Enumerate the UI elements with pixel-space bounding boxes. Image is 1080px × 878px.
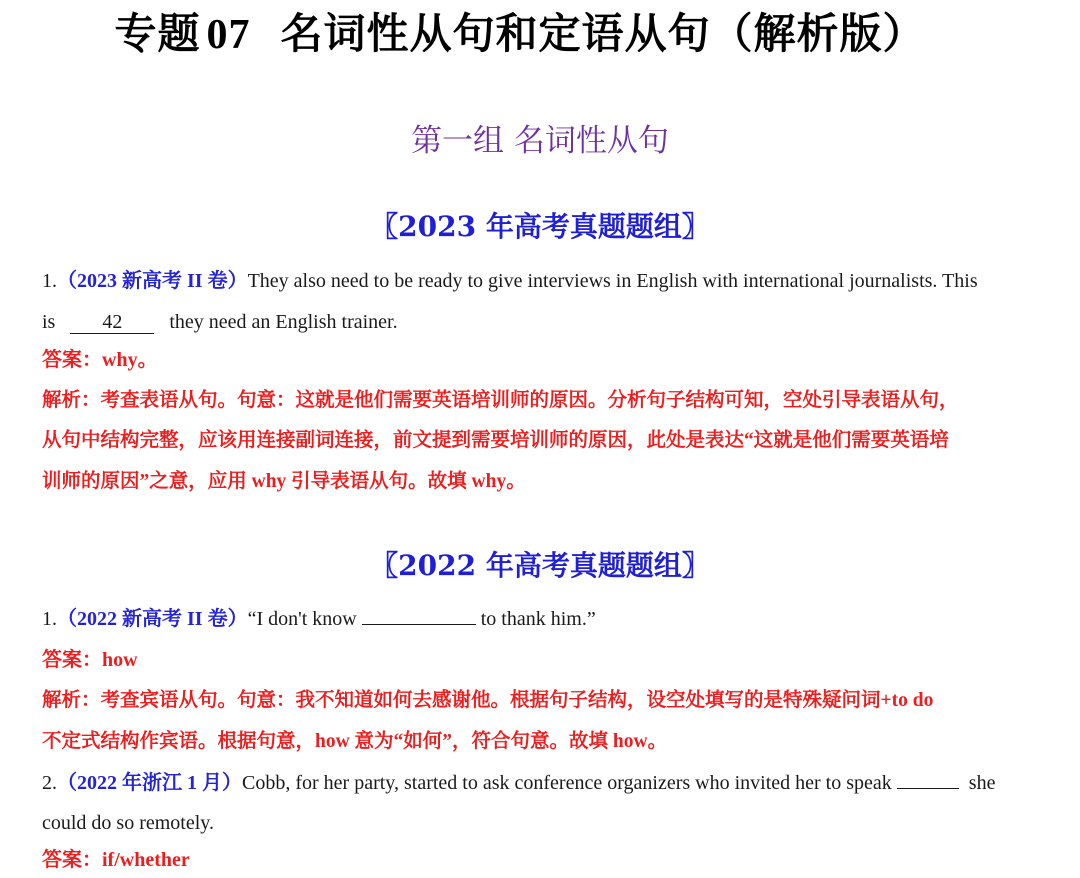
question-source: （2023 新高考 II 卷）: [57, 270, 248, 292]
question-text: they need an English trainer.: [169, 311, 398, 333]
answer-blank: [897, 788, 959, 789]
group-title: 第一组 名词性从句: [411, 123, 669, 159]
document-title: [0, 6, 1040, 63]
question-text: is: [42, 311, 56, 333]
question-text: They also need to be ready to give interviews in English with international journalists. This: [247, 270, 978, 292]
answer-blank: 42: [70, 311, 154, 334]
q2023-1-answer: 答案：why。: [42, 349, 158, 371]
section-title-2023: 〖2023 年高考真题题组〗: [370, 210, 710, 243]
question-text: Cobb, for her party, started to ask conference organizers who invited her to speak: [242, 772, 892, 794]
section-title-2022: 〖2022 年高考真题题组〗: [370, 549, 710, 582]
q2022-1-exp-line1: 解析：考查宾语从句。句意：我不知道如何去感谢他。根据句子结构，设空处填写的是特殊疑问词+to do: [42, 690, 934, 711]
question-number: 1.: [42, 608, 57, 630]
q2023-1-line1: [42, 267, 978, 295]
title-prefix: 专题: [114, 9, 201, 58]
q2022-1-exp-line2: 不定式结构作宾语。根据句意，how 意为“如何”，符合句意。故填 how。: [42, 731, 668, 752]
title-rest: 名词性从句和定语从句（解析版）: [280, 9, 926, 58]
question-source: （2022 年浙江 1 月）: [57, 772, 242, 794]
question-text: she: [968, 772, 996, 794]
q2022-2-answer: 答案：if/whether: [42, 849, 190, 871]
q2023-1-exp-line3: 训师的原因”之意，应用 why 引导表语从句。故填 why。: [42, 471, 526, 492]
question-number: 1.: [42, 270, 57, 292]
title-number: 07: [206, 12, 251, 58]
q2022-2-line1: [42, 769, 995, 797]
q2022-1-line1: [42, 605, 596, 633]
question-number: 2.: [42, 772, 57, 794]
answer-blank: [362, 624, 476, 625]
question-text: “I don't know: [247, 608, 357, 630]
question-source: （2022 新高考 II 卷）: [57, 608, 248, 630]
q2023-1-exp-line1: 解析：考查表语从句。句意：这就是他们需要英语培训师的原因。分析句子结构可知，空处引导表语从句，: [42, 390, 959, 411]
q2022-1-answer: 答案：how: [42, 649, 138, 671]
q2023-1-line2: [42, 308, 398, 336]
q2022-2-line2: could do so remotely.: [42, 812, 215, 834]
question-text: to thank him.”: [480, 608, 596, 630]
q2023-1-exp-line2: 从句中结构完整，应该用连接副词连接，前文提到需要培训师的原因，此处是表达“这就是他们需要英语培: [42, 430, 949, 451]
